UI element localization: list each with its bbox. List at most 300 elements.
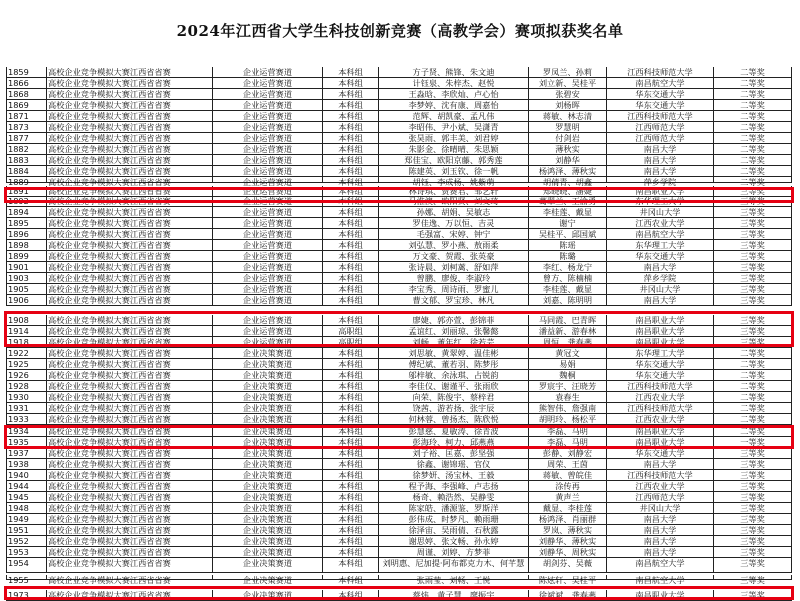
seq-cell: 1935 <box>6 437 47 447</box>
table-row <box>6 166 792 177</box>
competition-cell: 高校企业竞争模拟大赛江西省省赛 <box>47 348 213 358</box>
seq-cell: 1930 <box>6 392 47 402</box>
seq-cell: 1954 <box>6 558 47 572</box>
competition-cell: 高校企业竞争模拟大赛江西省省赛 <box>47 177 213 182</box>
table-row <box>6 492 792 503</box>
group-cell: 本科组 <box>323 122 379 132</box>
competition-cell: 高校企业竞争模拟大赛江西省省赛 <box>47 284 213 294</box>
competition-cell: 高校企业竞争模拟大赛江西省省赛 <box>47 122 213 132</box>
table-row <box>6 414 792 425</box>
table-row <box>6 448 792 459</box>
track-cell: 企业运营赛道 <box>213 326 323 336</box>
advisors-cell: 陈炫轩、吴桂平 <box>529 575 607 579</box>
table-row <box>6 370 792 381</box>
competition-cell: 高校企业竞争模拟大赛江西省省赛 <box>47 381 213 391</box>
competition-cell: 高校企业竞争模拟大赛江西省省赛 <box>47 78 213 88</box>
table-row <box>6 575 792 585</box>
award-cell: 三等奖 <box>714 284 792 294</box>
group-cell: 本科组 <box>323 503 379 513</box>
school-cell: 江西科技师范大学 <box>607 470 714 480</box>
track-cell: 企业决策赛道 <box>213 392 323 402</box>
members-cell: 刘明惠、尼加提·阿布都克力木、何芊慧 <box>379 558 529 572</box>
group-cell: 本科组 <box>323 111 379 121</box>
school-cell: 南昌大学 <box>607 295 714 305</box>
track-cell: 企业决策赛道 <box>213 481 323 491</box>
group-cell: 本科组 <box>323 448 379 458</box>
track-cell: 企业运营赛道 <box>213 122 323 132</box>
award-cell: 二等奖 <box>714 381 792 391</box>
competition-cell: 高校企业竞争模拟大赛江西省省赛 <box>47 514 213 524</box>
members-cell: 曾鹏、廖俊、李淑玲 <box>379 273 529 283</box>
award-cell: 三等奖 <box>714 315 792 325</box>
competition-cell: 高校企业竞争模拟大赛江西省省赛 <box>47 359 213 369</box>
group-cell: 本科组 <box>323 262 379 272</box>
track-cell: 企业运营赛道 <box>213 295 323 305</box>
award-cell: 二等奖 <box>714 348 792 358</box>
track-cell: 企业决策赛道 <box>213 381 323 391</box>
school-cell: 江西科技师范大学 <box>607 111 714 121</box>
track-cell: 企业决策赛道 <box>213 414 323 424</box>
seq-cell: 1948 <box>6 503 47 513</box>
competition-cell: 高校企业竞争模拟大赛江西省省赛 <box>47 89 213 99</box>
advisors-cell: 李红、杨龙宁 <box>529 262 607 272</box>
competition-cell: 高校企业竞争模拟大赛江西省省赛 <box>47 437 213 447</box>
table-row <box>6 558 792 573</box>
table-row <box>6 273 792 284</box>
members-cell: 李宝秀、周诗雨、罗蜜儿 <box>379 284 529 294</box>
track-cell: 企业决策赛道 <box>213 547 323 557</box>
advisors-cell: 罗凤兰、孙莉 <box>529 67 607 77</box>
members-cell: 罗佳逸、万以恒、吉灵 <box>379 218 529 228</box>
track-cell: 企业运营赛道 <box>213 240 323 250</box>
advisors-cell: 徐斌斌、龚春燕 <box>529 590 607 600</box>
seq-cell: 1922 <box>6 348 47 358</box>
school-cell: 南昌大学 <box>607 459 714 469</box>
document-title: 2024年江西省大学生科技创新竞赛（高教学会）赛项拟获奖名单 <box>176 22 624 40</box>
advisors-cell: 曾方、陈楠楠 <box>529 273 607 283</box>
advisors-cell: 葛翠兰、王渝勇 <box>529 196 607 206</box>
advisors-cell: 罗慧明 <box>529 122 607 132</box>
competition-cell: 高校企业竞争模拟大赛江西省省赛 <box>47 100 213 110</box>
members-cell: 饶茜、游若扬、张宇辰 <box>379 403 529 413</box>
table-row <box>6 359 792 370</box>
school-cell: 井冈山大学 <box>607 207 714 217</box>
track-cell: 企业决策赛道 <box>213 348 323 358</box>
track-cell: 企业决策赛道 <box>213 437 323 447</box>
advisors-cell: 陈瑶 <box>529 240 607 250</box>
group-cell: 本科组 <box>323 284 379 294</box>
advisors-cell: 戴显、李桂莲 <box>529 503 607 513</box>
advisors-cell: 蒋敏、林志清 <box>529 111 607 121</box>
table-row <box>6 67 792 78</box>
group-cell: 本科组 <box>323 100 379 110</box>
advisors-cell: 刘静华 <box>529 155 607 165</box>
competition-cell: 高校企业竞争模拟大赛江西省省赛 <box>47 492 213 502</box>
advisors-cell: 刘嘉、陈明明 <box>529 295 607 305</box>
seq-cell: 1906 <box>6 295 47 305</box>
table-row <box>6 78 792 89</box>
members-cell: 何林蓉、曾扬杰、陈欣悦 <box>379 414 529 424</box>
members-cell: 曹文郁、罗宝珍、林凡 <box>379 295 529 305</box>
seq-cell: 1952 <box>6 536 47 546</box>
seq-cell: 1905 <box>6 284 47 294</box>
school-cell: 井冈山大学 <box>607 284 714 294</box>
seq-cell: 1934 <box>6 426 47 436</box>
members-cell: 徐鑫、谢锦瑶、官仪 <box>379 459 529 469</box>
award-cell: 二等奖 <box>714 414 792 424</box>
advisors-cell: 付剑岩 <box>529 133 607 143</box>
award-cell: 二等奖 <box>714 89 792 99</box>
award-cell: 三等奖 <box>714 481 792 491</box>
group-cell: 本科组 <box>323 525 379 535</box>
group-cell: 本科组 <box>323 273 379 283</box>
track-cell: 企业决策赛道 <box>213 575 323 579</box>
school-cell: 华东交通大学 <box>607 370 714 380</box>
seq-cell: 1882 <box>6 144 47 154</box>
table-row <box>6 155 792 166</box>
members-cell: 孟谊红、刘丽琼、张馨懿 <box>379 326 529 336</box>
seq-cell: 1892 <box>6 196 47 206</box>
table-row <box>6 590 792 601</box>
track-cell: 企业运营赛道 <box>213 273 323 283</box>
competition-cell: 高校企业竞争模拟大赛江西省省赛 <box>47 229 213 239</box>
competition-cell: 高校企业竞争模拟大赛江西省省赛 <box>47 196 213 206</box>
award-cell: 三等奖 <box>714 218 792 228</box>
table-row <box>6 514 792 525</box>
award-cell: 三等奖 <box>714 337 792 347</box>
award-cell: 三等奖 <box>714 273 792 283</box>
award-cell: 二等奖 <box>714 166 792 176</box>
seq-cell: 1884 <box>6 166 47 176</box>
school-cell: 南昌大学 <box>607 536 714 546</box>
award-cell: 三等奖 <box>714 251 792 261</box>
school-cell: 南昌职业大学 <box>607 590 714 600</box>
competition-cell: 高校企业竞争模拟大赛江西省省赛 <box>47 470 213 480</box>
competition-cell: 高校企业竞争模拟大赛江西省省赛 <box>47 426 213 436</box>
table-row <box>6 133 792 144</box>
school-cell: 萍乡学院 <box>607 177 714 182</box>
award-cell: 三等奖 <box>714 240 792 250</box>
group-cell: 本科组 <box>323 470 379 480</box>
seq-cell: 1901 <box>6 262 47 272</box>
group-cell: 本科组 <box>323 459 379 469</box>
track-cell: 企业运营赛道 <box>213 78 323 88</box>
track-cell: 企业运营赛道 <box>213 229 323 239</box>
table-row <box>6 177 792 187</box>
seq-cell: 1931 <box>6 403 47 413</box>
group-cell: 本科组 <box>323 426 379 436</box>
competition-cell: 高校企业竞争模拟大赛江西省省赛 <box>47 67 213 77</box>
school-cell: 南昌职业大学 <box>607 426 714 436</box>
award-cell: 二等奖 <box>714 67 792 77</box>
seq-cell: 1953 <box>6 547 47 557</box>
table-row <box>6 470 792 481</box>
table-row <box>6 122 792 133</box>
group-cell: 本科组 <box>323 166 379 176</box>
advisors-cell: 李磊、马明 <box>529 426 607 436</box>
group-cell: 本科组 <box>323 315 379 325</box>
members-cell: 毛强富、宋婷、钟宁 <box>379 229 529 239</box>
school-cell: 南昌职业大学 <box>607 186 714 196</box>
track-cell: 企业决策赛道 <box>213 370 323 380</box>
members-cell: 向荣、陈俊宇、蔡梓君 <box>379 392 529 402</box>
table-row <box>6 196 792 207</box>
members-cell: 朱影金、徐晴晴、朱思颖 <box>379 144 529 154</box>
advisors-cell: 胡剑芬、吴薇 <box>529 558 607 572</box>
school-cell: 华东交通大学 <box>607 448 714 458</box>
members-cell: 刘弘慧、罗小燕、敖雨柔 <box>379 240 529 250</box>
competition-cell: 高校企业竞争模拟大赛江西省省赛 <box>47 448 213 458</box>
award-cell: 三等奖 <box>714 590 792 600</box>
competition-cell: 高校企业竞争模拟大赛江西省省赛 <box>47 525 213 535</box>
school-cell: 井冈山大学 <box>607 503 714 513</box>
competition-cell: 高校企业竞争模拟大赛江西省省赛 <box>47 315 213 325</box>
group-cell: 本科组 <box>323 186 379 196</box>
seq-cell: 1896 <box>6 229 47 239</box>
group-cell: 本科组 <box>323 590 379 600</box>
seq-cell: 1940 <box>6 470 47 480</box>
seq-cell: 1866 <box>6 78 47 88</box>
group-cell: 本科组 <box>323 229 379 239</box>
track-cell: 企业运营赛道 <box>213 337 323 347</box>
table-row <box>6 503 792 514</box>
table-row <box>6 284 792 295</box>
members-cell: 方子贤、熊锋、朱文迪 <box>379 67 529 77</box>
school-cell: 华东交通大学 <box>607 251 714 261</box>
track-cell: 企业运营赛道 <box>213 284 323 294</box>
track-cell: 企业运营赛道 <box>213 177 323 182</box>
group-cell: 本科组 <box>323 514 379 524</box>
competition-cell: 高校企业竞争模拟大赛江西省省赛 <box>47 273 213 283</box>
school-cell: 南昌大学 <box>607 155 714 165</box>
advisors-cell: 蒋敏、曾皖佳 <box>529 470 607 480</box>
group-cell: 本科组 <box>323 437 379 447</box>
track-cell: 企业决策赛道 <box>213 470 323 480</box>
table-row <box>6 295 792 306</box>
seq-cell: 1926 <box>6 370 47 380</box>
school-cell: 江西农业大学 <box>607 392 714 402</box>
competition-cell: 高校企业竞争模拟大赛江西省省赛 <box>47 536 213 546</box>
group-cell: 本科组 <box>323 403 379 413</box>
members-cell: 陈建英、刘玉钦、徐一帆 <box>379 166 529 176</box>
group-cell: 本科组 <box>323 381 379 391</box>
competition-cell: 高校企业竞争模拟大赛江西省省赛 <box>47 218 213 228</box>
school-cell: 南昌航空大学 <box>607 558 714 572</box>
advisors-cell: 谢宁 <box>529 218 607 228</box>
school-cell: 江西农业大学 <box>607 481 714 491</box>
seq-cell: 1973 <box>6 590 47 600</box>
table-row <box>6 337 792 348</box>
members-cell: 邬梓敏、余泳琪、占锐韵 <box>379 370 529 380</box>
advisors-cell: 魏桐 <box>529 370 607 380</box>
school-cell: 江西农业大学 <box>607 218 714 228</box>
track-cell: 企业运营赛道 <box>213 315 323 325</box>
table-row <box>6 459 792 470</box>
award-cell: 三等奖 <box>714 503 792 513</box>
members-cell: 万文豪、贺霞、张英豪 <box>379 251 529 261</box>
members-cell: 彭慧慈、夏敏涛、徐青波 <box>379 426 529 436</box>
seq-cell: 1914 <box>6 326 47 336</box>
award-cell: 二等奖 <box>714 100 792 110</box>
award-cell: 二等奖 <box>714 155 792 165</box>
seq-cell: 1895 <box>6 218 47 228</box>
school-cell: 江西师范大学 <box>607 133 714 143</box>
award-cell: 三等奖 <box>714 575 792 579</box>
table-row <box>6 525 792 536</box>
seq-cell: 1869 <box>6 100 47 110</box>
advisors-cell: 吴桂平、邱国斌 <box>529 229 607 239</box>
track-cell: 企业决策赛道 <box>213 459 323 469</box>
members-cell: 蔡炜、黄子慧、廖振宇 <box>379 590 529 600</box>
school-cell: 华东交通大学 <box>607 359 714 369</box>
advisors-cell: 袁春生 <box>529 392 607 402</box>
table-row <box>6 437 792 448</box>
award-cell: 三等奖 <box>714 229 792 239</box>
school-cell: 南昌大学 <box>607 514 714 524</box>
table-row <box>6 111 792 122</box>
members-cell: 陈家皓、潘源鉴、罗斯洋 <box>379 503 529 513</box>
members-cell: 李梦婷、沈有康、周嘉怡 <box>379 100 529 110</box>
seq-cell: 1877 <box>6 133 47 143</box>
school-cell: 东华理工大学 <box>607 240 714 250</box>
members-cell: 徐泽宙、吴雨倩、石秋露 <box>379 525 529 535</box>
award-cell: 三等奖 <box>714 514 792 524</box>
competition-cell: 高校企业竞争模拟大赛江西省省赛 <box>47 133 213 143</box>
advisors-cell: 刘静华、周秋实 <box>529 547 607 557</box>
seq-cell: 1955 <box>6 575 47 579</box>
group-cell: 高职组 <box>323 326 379 336</box>
award-cell: 三等奖 <box>714 262 792 272</box>
seq-cell: 1933 <box>6 414 47 424</box>
competition-cell: 高校企业竞争模拟大赛江西省省赛 <box>47 166 213 176</box>
school-cell: 江西科技师范大学 <box>607 67 714 77</box>
group-cell: 本科组 <box>323 295 379 305</box>
seq-cell: 1894 <box>6 207 47 217</box>
group-cell: 本科组 <box>323 240 379 250</box>
award-cell: 三等奖 <box>714 536 792 546</box>
competition-cell: 高校企业竞争模拟大赛江西省省赛 <box>47 503 213 513</box>
school-cell: 萍乡学院 <box>607 273 714 283</box>
advisors-cell: 马同霞、巴青晖 <box>529 315 607 325</box>
table-row <box>6 100 792 111</box>
competition-cell: 高校企业竞争模拟大赛江西省省赛 <box>47 144 213 154</box>
group-cell: 本科组 <box>323 492 379 502</box>
advisors-cell: 黄冠文 <box>529 348 607 358</box>
school-cell: 江西师范大学 <box>607 122 714 132</box>
school-cell: 江西科技师范大学 <box>607 381 714 391</box>
competition-cell: 高校企业竞争模拟大赛江西省省赛 <box>47 262 213 272</box>
seq-cell: 1889 <box>6 177 47 182</box>
group-cell: 本科组 <box>323 196 379 206</box>
award-cell: 三等奖 <box>714 207 792 217</box>
table-row <box>6 218 792 229</box>
seq-cell: 1898 <box>6 240 47 250</box>
competition-cell: 高校企业竞争模拟大赛江西省省赛 <box>47 370 213 380</box>
seq-cell: 1918 <box>6 337 47 347</box>
seq-cell: 1951 <box>6 525 47 535</box>
members-cell: 张昊雨、郭丰美、刘君婷 <box>379 133 529 143</box>
group-cell: 本科组 <box>323 78 379 88</box>
school-cell: 南昌职业大学 <box>607 315 714 325</box>
track-cell: 企业决策赛道 <box>213 448 323 458</box>
award-cell: 三等奖 <box>714 196 792 206</box>
members-cell: 彭海玲、柯力、邱燕燕 <box>379 437 529 447</box>
group-cell: 本科组 <box>323 481 379 491</box>
track-cell: 企业决策赛道 <box>213 359 323 369</box>
award-cell: 三等奖 <box>714 492 792 502</box>
table-row <box>6 89 792 100</box>
competition-cell: 高校企业竞争模拟大赛江西省省赛 <box>47 414 213 424</box>
members-cell: 郑佳宝、欧阳京藤、郭秀莲 <box>379 155 529 165</box>
track-cell: 企业运营赛道 <box>213 67 323 77</box>
seq-cell: 1928 <box>6 381 47 391</box>
advisors-cell: 李桂莲、戴显 <box>529 284 607 294</box>
seq-cell: 1944 <box>6 481 47 491</box>
advisors-cell: 杨鸿泽、肖丽群 <box>529 514 607 524</box>
seq-cell: 1945 <box>6 492 47 502</box>
award-cell: 二等奖 <box>714 111 792 121</box>
track-cell: 企业运营赛道 <box>213 186 323 196</box>
school-cell: 南昌大学 <box>607 547 714 557</box>
school-cell: 南昌大学 <box>607 144 714 154</box>
school-cell: 东华理工大学 <box>607 348 714 358</box>
track-cell: 企业运营赛道 <box>213 133 323 143</box>
advisors-cell: 熊智伟、詹强南 <box>529 403 607 413</box>
members-cell: 刘畅、董年红、徐若芸 <box>379 337 529 347</box>
track-cell: 企业决策赛道 <box>213 558 323 572</box>
track-cell: 企业决策赛道 <box>213 403 323 413</box>
school-cell: 南昌航空大学 <box>607 229 714 239</box>
seq-cell: 1949 <box>6 514 47 524</box>
competition-cell: 高校企业竞争模拟大赛江西省省赛 <box>47 459 213 469</box>
track-cell: 企业决策赛道 <box>213 525 323 535</box>
school-cell: 东华理工大学 <box>607 196 714 206</box>
table-row <box>6 229 792 240</box>
award-cell: 二等奖 <box>714 177 792 182</box>
competition-cell: 高校企业竞争模拟大赛江西省省赛 <box>47 155 213 165</box>
award-cell: 三等奖 <box>714 525 792 535</box>
table-row <box>6 315 792 326</box>
members-cell: 廖婕、郭亦萱、彭锦菲 <box>379 315 529 325</box>
award-cell: 二等奖 <box>714 144 792 154</box>
seq-cell: 1891 <box>6 186 47 196</box>
group-cell: 本科组 <box>323 67 379 77</box>
track-cell: 企业运营赛道 <box>213 100 323 110</box>
members-cell: 范辉、胡凯豪、孟凡伟 <box>379 111 529 121</box>
table-row <box>6 262 792 273</box>
members-cell: 杨奇、赖浩然、吴静雯 <box>379 492 529 502</box>
table-row <box>6 392 792 403</box>
table-row <box>6 547 792 558</box>
seq-cell: 1883 <box>6 155 47 165</box>
track-cell: 企业运营赛道 <box>213 218 323 228</box>
track-cell: 企业运营赛道 <box>213 262 323 272</box>
group-cell: 本科组 <box>323 251 379 261</box>
competition-cell: 高校企业竞争模拟大赛江西省省赛 <box>47 295 213 305</box>
award-cell: 二等奖 <box>714 122 792 132</box>
track-cell: 企业运营赛道 <box>213 111 323 121</box>
table-row <box>6 144 792 155</box>
competition-cell: 高校企业竞争模拟大赛江西省省赛 <box>47 251 213 261</box>
competition-cell: 高校企业竞争模拟大赛江西省省赛 <box>47 403 213 413</box>
seq-cell: 1937 <box>6 448 47 458</box>
group-cell: 本科组 <box>323 536 379 546</box>
advisors-cell: 刘静华、薄秋实 <box>529 536 607 546</box>
group-cell: 本科组 <box>323 359 379 369</box>
group-cell: 本科组 <box>323 133 379 143</box>
school-cell: 江西农业大学 <box>607 414 714 424</box>
award-cell: 二等奖 <box>714 78 792 88</box>
